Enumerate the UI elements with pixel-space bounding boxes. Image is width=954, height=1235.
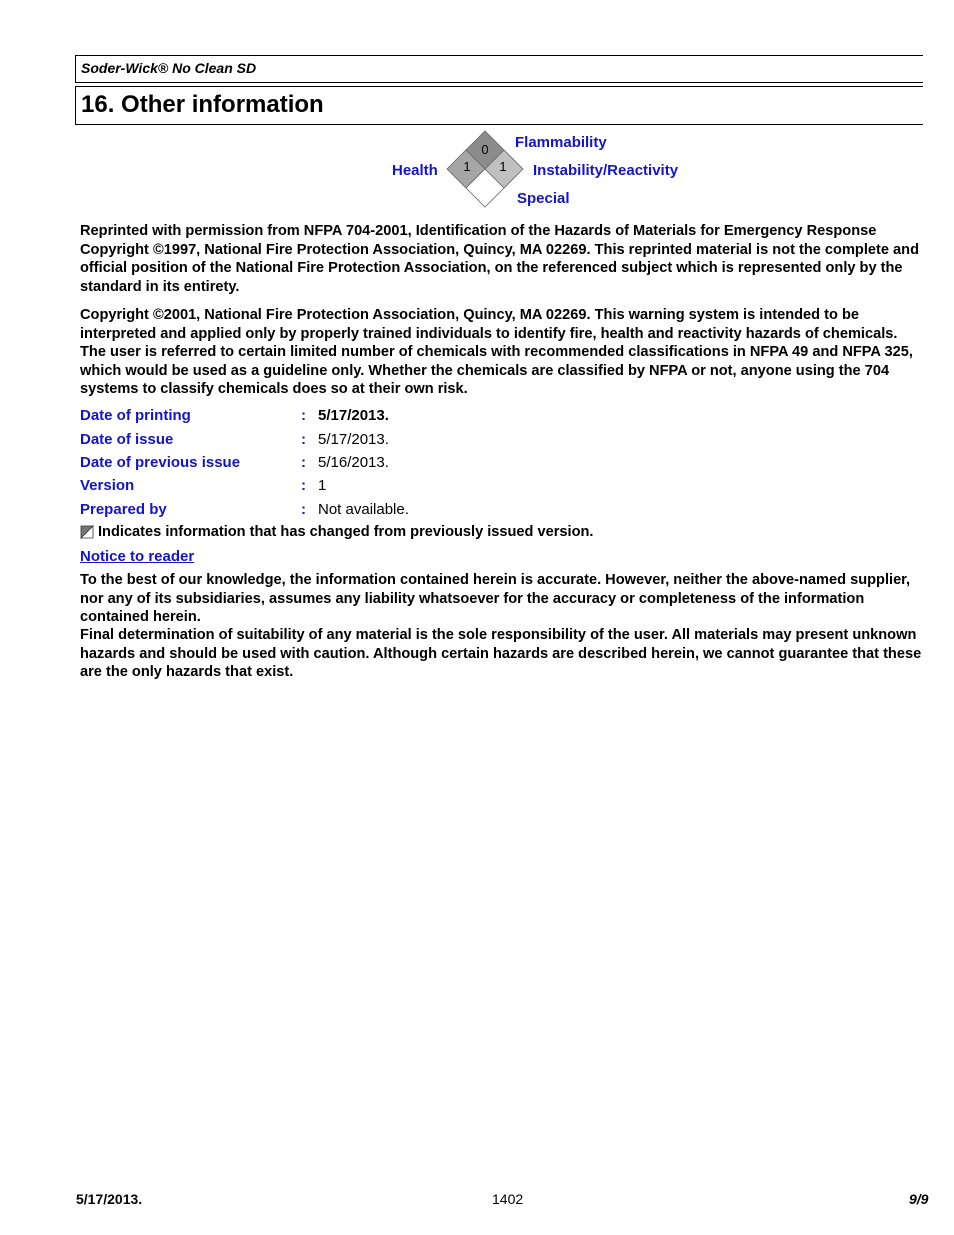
change-indicator-note	[80, 524, 594, 540]
nfpa-diamond	[447, 131, 523, 207]
nfpa-flammability-value: 0	[481, 142, 489, 157]
info-value-prepared-by: Not available.	[318, 501, 409, 518]
footer-date: 5/17/2013.	[76, 1191, 143, 1207]
notice-paragraph-1: To the best of our knowledge, the information contained herein is accurate. However, neither the above-named supplier, nor any of its subsidiaries, assumes any liability whatsoever for the accuracy or completeness of the information contained herein.	[80, 572, 911, 625]
info-label-version: Version	[80, 477, 135, 494]
change-note-text: Indicates information that has changed from previously issued version.	[98, 524, 594, 540]
info-colon: :	[301, 431, 306, 448]
info-value-date-of-previous-issue: 5/16/2013.	[318, 454, 389, 471]
footer-code: 1402	[492, 1191, 524, 1207]
nfpa-instability-value: 1	[499, 159, 507, 174]
product-name-header	[75, 55, 923, 83]
reprint-paragraph: Reprinted with permission from NFPA 704-2001, Identification of the Hazards of Materials for Emergency Response Copyright ©1997, National Fire Protection Association, Quincy, MA 02269. This reprinted material is not the complete and official position of the National Fire Protection Association, on the referenced subject which is represented only by the standard in its entirety.	[80, 223, 919, 295]
info-value-date-of-printing: 5/17/2013.	[318, 407, 389, 424]
info-value-date-of-issue: 5/17/2013.	[318, 431, 389, 448]
notice-to-reader-link[interactable]: Notice to reader	[80, 548, 195, 565]
change-marker-icon	[80, 525, 94, 539]
copyright-paragraph: Copyright ©2001, National Fire Protection Association, Quincy, MA 02269. This warning system is intended to be interpreted and applied only by properly trained individuals to identify fire, health and reactivity hazards of chemicals. The user is referred to certain limited number of chemicals with recommended classifications in NFPA 49 and NFPA 325, which would be used as a guideline only. Whether the chemicals are classified by NFPA or not, anyone using the 704 systems to classify chemicals does so at their own risk.	[80, 307, 913, 397]
nfpa-health-label: Health	[392, 162, 438, 179]
nfpa-special-label: Special	[517, 190, 570, 207]
info-label-date-of-printing: Date of printing	[80, 407, 191, 424]
info-value-version: 1	[318, 477, 327, 494]
info-colon: :	[301, 407, 306, 424]
section-title-header	[75, 86, 923, 125]
product-name: Soder-Wick® No Clean SD	[81, 60, 257, 76]
info-colon: :	[301, 501, 306, 518]
notice-paragraph-2: Final determination of suitability of any material is the sole responsibility of the user. All materials may present unknown hazards and should be used with caution. Although certain hazards are described herein, we cannot guarantee that these are the only hazards that exist.	[80, 627, 922, 680]
info-colon: :	[301, 454, 306, 471]
nfpa-flammability-label: Flammability	[515, 134, 607, 151]
nfpa-instability-label: Instability/Reactivity	[533, 162, 679, 179]
info-label-date-of-previous-issue: Date of previous issue	[80, 454, 241, 471]
footer-page-number: 9/9	[909, 1191, 929, 1207]
info-label-prepared-by: Prepared by	[80, 501, 167, 518]
section-title: 16. Other information	[81, 91, 324, 118]
nfpa-health-value: 1	[463, 159, 471, 174]
info-label-date-of-issue: Date of issue	[80, 431, 174, 448]
info-colon: :	[301, 477, 306, 494]
